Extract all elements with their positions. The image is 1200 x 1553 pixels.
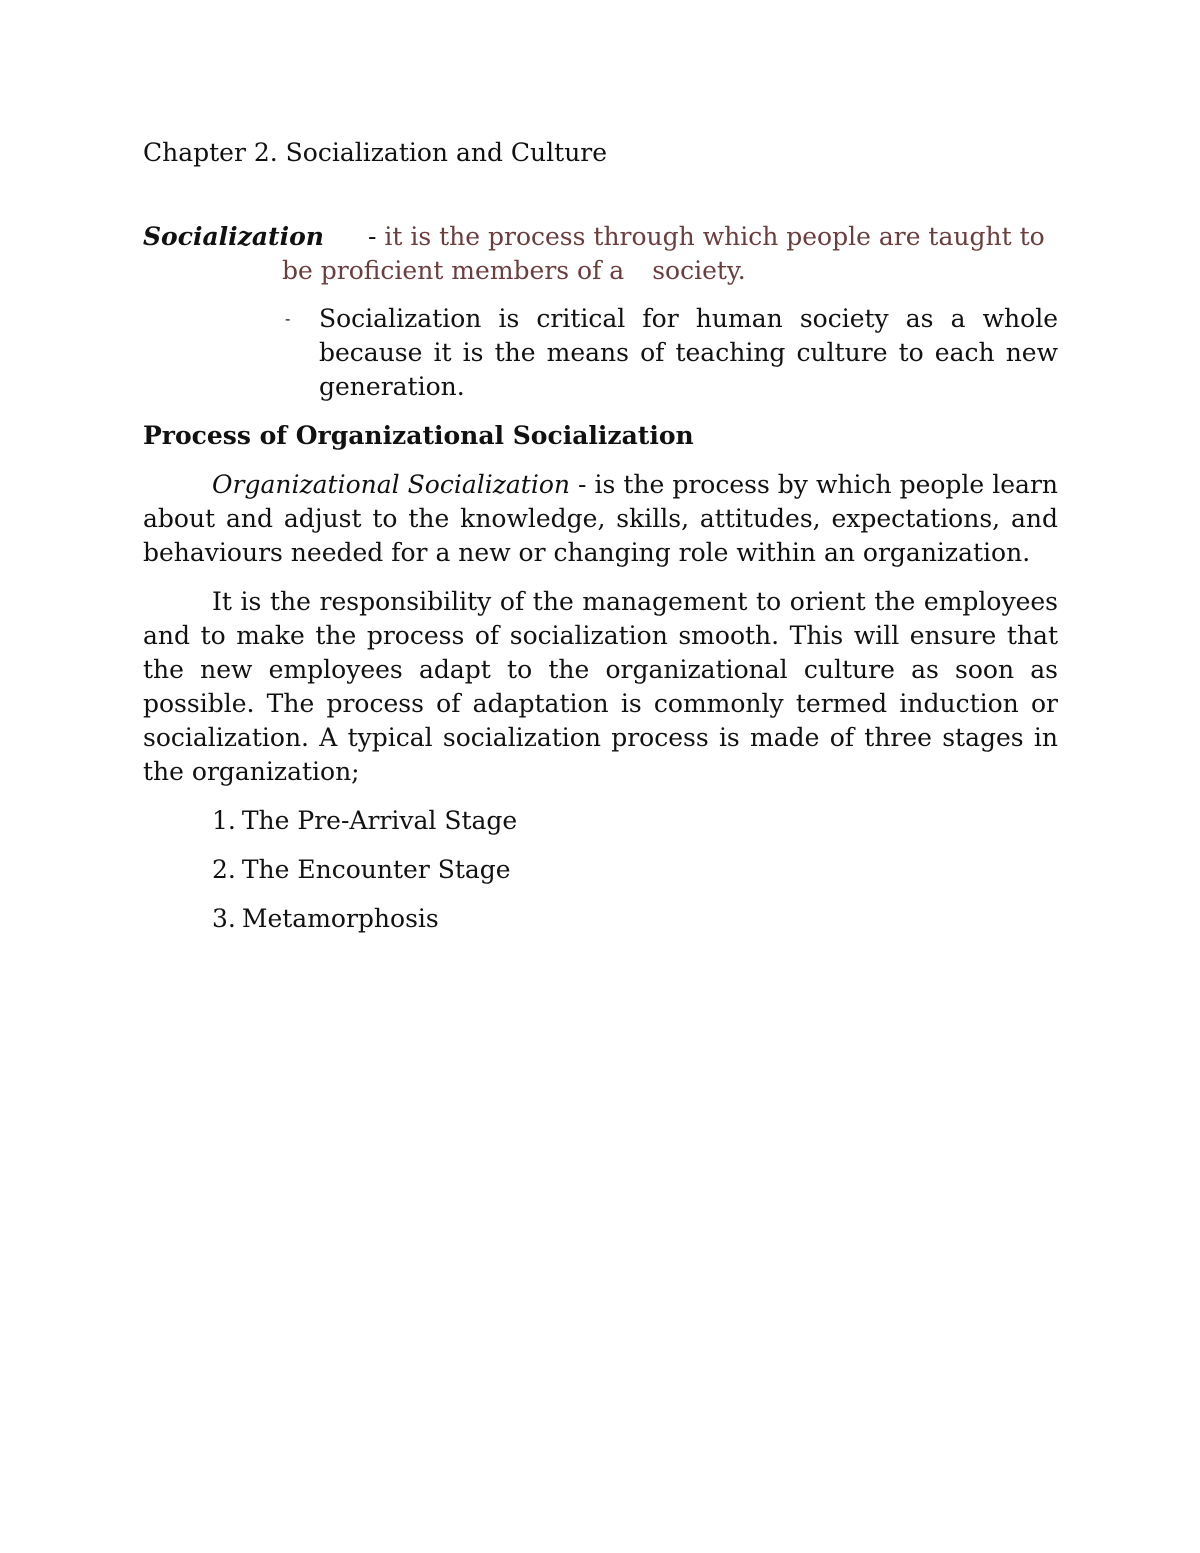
paragraph-organizational-socialization xyxy=(143,468,1058,570)
definition-text-line-2-part-1: be proficient members of a xyxy=(282,256,625,285)
definition-bullet xyxy=(285,302,1058,404)
stages-list xyxy=(143,804,1058,936)
paragraph-management-responsibility: It is the responsibility of the management to orient the employees and to make the process of socialization smooth. This will ensure that the new employees adapt to the organizational culture as soon as possible. The process of adaptation is commonly termed induction or socialization. A typical socialization process is made of three stages in the organization; xyxy=(143,587,1058,786)
definition-term: Socialization xyxy=(143,222,324,251)
definition-text-line-2-part-2: society. xyxy=(652,256,746,285)
list-item-label: The Encounter Stage xyxy=(241,855,511,884)
list-item-number: 3. xyxy=(212,904,236,933)
section-heading: Process of Organizational Socialization xyxy=(143,421,694,450)
list-item-label: Metamorphosis xyxy=(241,904,439,933)
chapter-title: Chapter 2. Socialization and Culture xyxy=(143,138,608,167)
definition-block xyxy=(143,220,1058,404)
definition-line-1 xyxy=(143,220,1058,254)
list-item-number: 2. xyxy=(212,855,236,884)
definition-text-line-1: it is the process through which people are taught to xyxy=(384,222,1045,251)
list-item-label: The Pre-Arrival Stage xyxy=(241,806,518,835)
bullet-text: Socialization is critical for human society as a whole because it is the means of teaching culture to each new generation. xyxy=(319,304,1058,401)
definition-line-2 xyxy=(282,254,1058,288)
list-item-number: 1. xyxy=(212,806,236,835)
bullet-dash: - xyxy=(285,309,291,328)
list-item xyxy=(212,804,1058,838)
paragraph-term-definition: - is the process by which people learn about and adjust to the knowledge, skills, attitudes, expectations, and behaviours needed for a new or changing role within an organization. xyxy=(143,470,1058,567)
document-page xyxy=(143,136,1058,951)
paragraph-term: Organizational Socialization xyxy=(212,470,570,499)
list-item xyxy=(212,902,1058,936)
definition-dash: - xyxy=(367,222,377,251)
list-item xyxy=(212,853,1058,887)
